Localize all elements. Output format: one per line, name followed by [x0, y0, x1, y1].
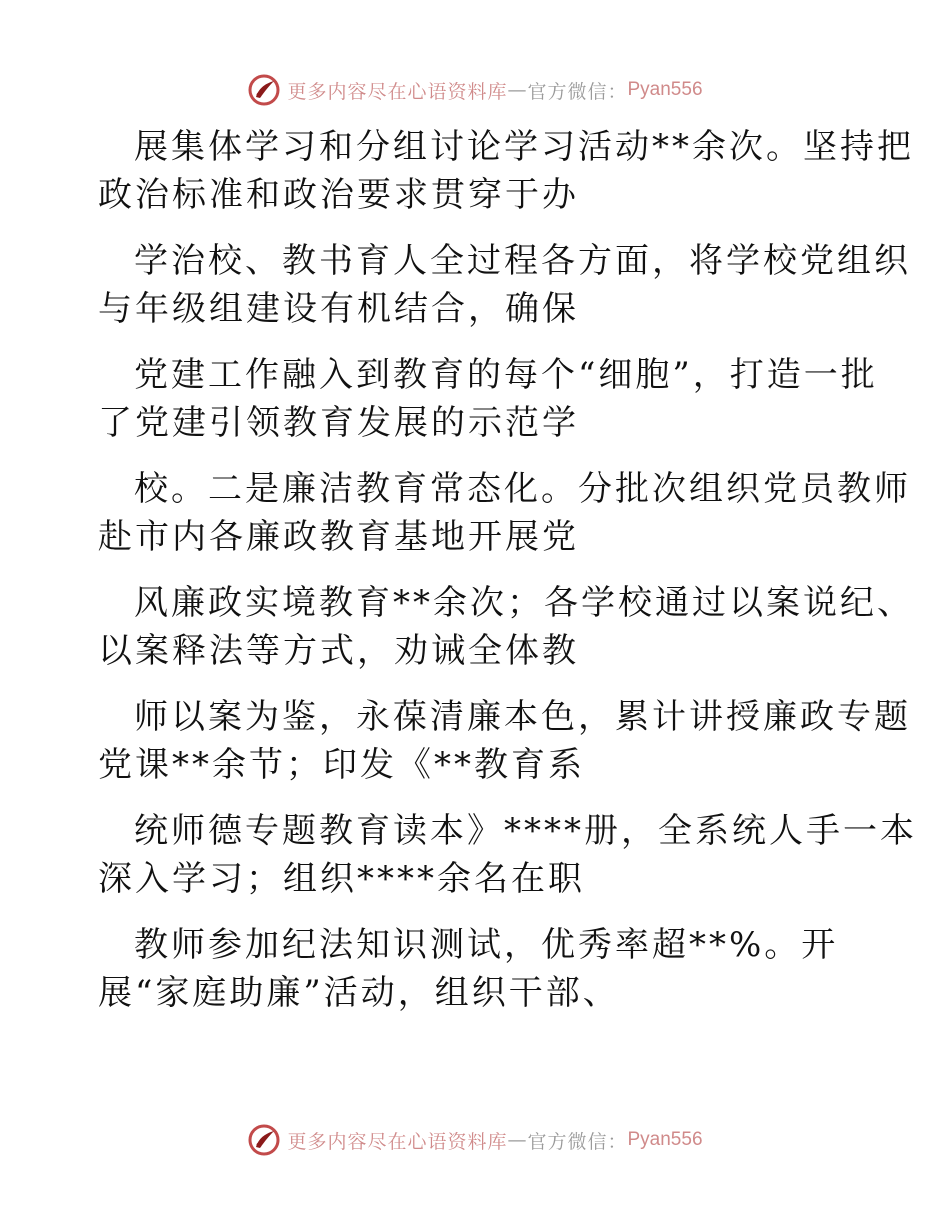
library-logo-icon — [247, 1123, 281, 1157]
watermark-official-label: 官方微信： — [527, 1130, 628, 1153]
paragraph — [98, 921, 858, 1017]
text-line: 展集体学习和分组讨论学习活动**余次。坚持把 — [134, 127, 914, 167]
paragraph — [98, 807, 917, 903]
text-line: 与年级组建设有机结合，确保 — [98, 289, 579, 329]
paragraph — [98, 579, 914, 675]
watermark-wechat-id: Pyan556 — [627, 1129, 703, 1150]
text-line: 统师德专题教育读本》****册，全系统人手一本 — [134, 811, 917, 851]
text-line: 学治校、教书育人全过程各方面，将学校党组织 — [134, 241, 911, 281]
watermark-main-text: 更多内容尽在心语资料库 — [287, 80, 508, 103]
text-line: 政治标准和政治要求贯穿于办 — [98, 175, 579, 215]
paragraph — [98, 123, 914, 219]
paragraph — [98, 693, 911, 789]
text-line: 校。二是廉洁教育常态化。分批次组织党员教师 — [134, 469, 911, 509]
text-line: 风廉政实境教育**余次；各学校通过以案说纪、 — [134, 583, 914, 623]
text-line: 党建工作融入到教育的每个“细胞”，打造一批 — [134, 355, 878, 395]
watermark-main-text: 更多内容尽在心语资料库 — [287, 1130, 508, 1153]
paragraph — [98, 465, 911, 561]
header-watermark — [0, 70, 950, 110]
watermark-official-label: 官方微信： — [527, 80, 628, 103]
footer-watermark — [0, 1120, 950, 1160]
watermark-dash: — — [507, 79, 528, 101]
watermark-dash: — — [507, 1129, 528, 1151]
document-body — [98, 123, 917, 1035]
paragraph — [98, 351, 878, 447]
text-line: 了党建引领教育发展的示范学 — [98, 403, 579, 443]
text-line: 展“家庭助廉”活动，组织干部、 — [98, 973, 620, 1013]
text-line: 以案释法等方式，劝诫全体教 — [98, 631, 579, 671]
text-line: 深入学习；组织****余名在职 — [98, 859, 585, 899]
text-line: 师以案为鉴，永葆清廉本色，累计讲授廉政专题 — [134, 697, 911, 737]
text-line: 教师参加纪法知识测试，优秀率超**%。开 — [134, 925, 839, 965]
watermark-wechat-id: Pyan556 — [627, 79, 703, 100]
library-logo-icon — [247, 73, 281, 107]
text-line: 赴市内各廉政教育基地开展党 — [98, 517, 579, 557]
text-line: 党课**余节；印发《**教育系 — [98, 745, 585, 785]
paragraph — [98, 237, 911, 333]
